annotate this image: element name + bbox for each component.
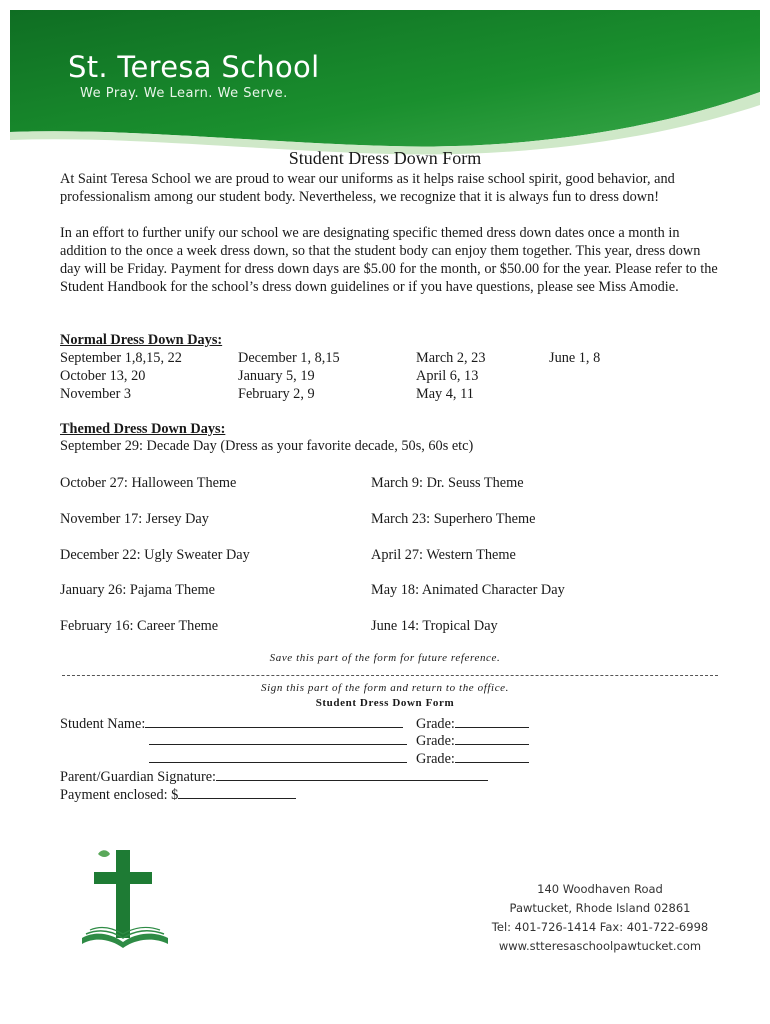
student-name-row-2 <box>149 730 407 750</box>
student-name-row-3 <box>149 748 407 768</box>
address-street: 140 Woodhaven Road <box>537 882 663 896</box>
grade-field-2[interactable] <box>455 730 529 745</box>
themed-day-right: April 27: Western Theme <box>371 547 516 563</box>
student-name-field-3[interactable] <box>149 748 407 763</box>
address-web[interactable]: www.stteresaschoolpawtucket.com <box>498 939 702 953</box>
guardian-signature-field[interactable] <box>216 766 488 781</box>
school-name: St. Teresa School <box>68 50 320 84</box>
themed-day-left: January 26: Pajama Theme <box>60 582 215 598</box>
normal-day-entry: April 6, 13 <box>416 368 479 384</box>
themed-day-left: December 22: Ugly Sweater Day <box>60 547 250 563</box>
payment-row <box>60 784 296 804</box>
payment-field[interactable] <box>178 784 296 799</box>
cross-logo-icon <box>76 846 176 952</box>
normal-day-entry: December 1, 8,15 <box>238 350 340 366</box>
themed-day-left: February 16: Career Theme <box>60 618 219 634</box>
grade-row-2 <box>416 730 529 750</box>
guardian-label: Parent/Guardian Signature: <box>60 769 217 785</box>
grade-label: Grade: <box>416 716 455 732</box>
save-note: Save this part of the form for future reference. <box>269 652 501 664</box>
themed-day-right: March 23: Superhero Theme <box>371 511 536 527</box>
address-phone: Tel: 401-726-1414 Fax: 401-722-6998 <box>491 920 709 934</box>
normal-day-entry: November 3 <box>60 386 132 402</box>
normal-day-entry: September 1,8,15, 22 <box>60 350 182 366</box>
intro-paragraph-2: In an effort to further unify our school we are designating specific themed dress down dates once a month in addition to the once a week dress down, so that the student body can enjoy them together. This year, dress down day will be Friday. Payment for dress down days are $5.00 for the month, or $50.00 for the year. Please refer to the Student Handbook for the school’s dress down guidelines or if you have questions, please see Miss Amodie. <box>60 225 718 295</box>
normal-days-col-1 <box>60 349 182 403</box>
normal-days-col-4 <box>549 349 600 367</box>
student-name-field[interactable] <box>145 713 403 728</box>
school-address <box>470 880 730 956</box>
cut-line <box>62 675 718 676</box>
banner-wave <box>10 10 760 160</box>
grade-label: Grade: <box>416 751 455 767</box>
normal-day-entry: May 4, 11 <box>416 386 474 402</box>
grade-label: Grade: <box>416 733 455 749</box>
payment-label: Payment enclosed: $ <box>60 787 179 803</box>
student-name-label: Student Name: <box>60 716 146 732</box>
normal-day-entry: March 2, 23 <box>416 350 486 366</box>
normal-days-heading: Normal Dress Down Days: <box>60 332 223 348</box>
normal-day-entry: February 2, 9 <box>238 386 315 402</box>
header-banner <box>10 10 760 160</box>
themed-day-right: May 18: Animated Character Day <box>371 582 565 598</box>
grade-field-1[interactable] <box>455 713 529 728</box>
grade-row-3 <box>416 748 529 768</box>
normal-day-entry: October 13, 20 <box>60 368 146 384</box>
themed-day-left: October 27: Halloween Theme <box>60 475 237 491</box>
school-tagline: We Pray. We Learn. We Serve. <box>80 86 288 101</box>
normal-days-col-2 <box>238 349 340 403</box>
themed-day-left: November 17: Jersey Day <box>60 511 209 527</box>
themed-day-right: March 9: Dr. Seuss Theme <box>371 475 524 491</box>
sign-note: Sign this part of the form and return to the office. <box>260 682 510 694</box>
normal-day-entry: June 1, 8 <box>549 350 601 366</box>
normal-day-entry: January 5, 19 <box>238 368 315 384</box>
student-name-field-2[interactable] <box>149 730 407 745</box>
intro-paragraph-1: At Saint Teresa School we are proud to wear our uniforms as it helps raise school spirit, good behavior, and professionalism among our student body. Nevertheless, we recognize that it is always fun to dress down! <box>60 171 675 205</box>
themed-days-heading: Themed Dress Down Days: <box>60 421 226 437</box>
normal-days-col-3 <box>416 349 485 403</box>
themed-day-first: September 29: Decade Day (Dress as your favorite decade, 50s, 60s etc) <box>60 438 474 454</box>
address-city: Pawtucket, Rhode Island 02861 <box>509 901 691 915</box>
themed-day-right: June 14: Tropical Day <box>371 618 498 634</box>
guardian-row <box>60 766 488 786</box>
form-title: Student Dress Down Form <box>288 148 482 168</box>
grade-field-3[interactable] <box>455 748 529 763</box>
form-section-title: Student Dress Down Form <box>315 697 455 709</box>
